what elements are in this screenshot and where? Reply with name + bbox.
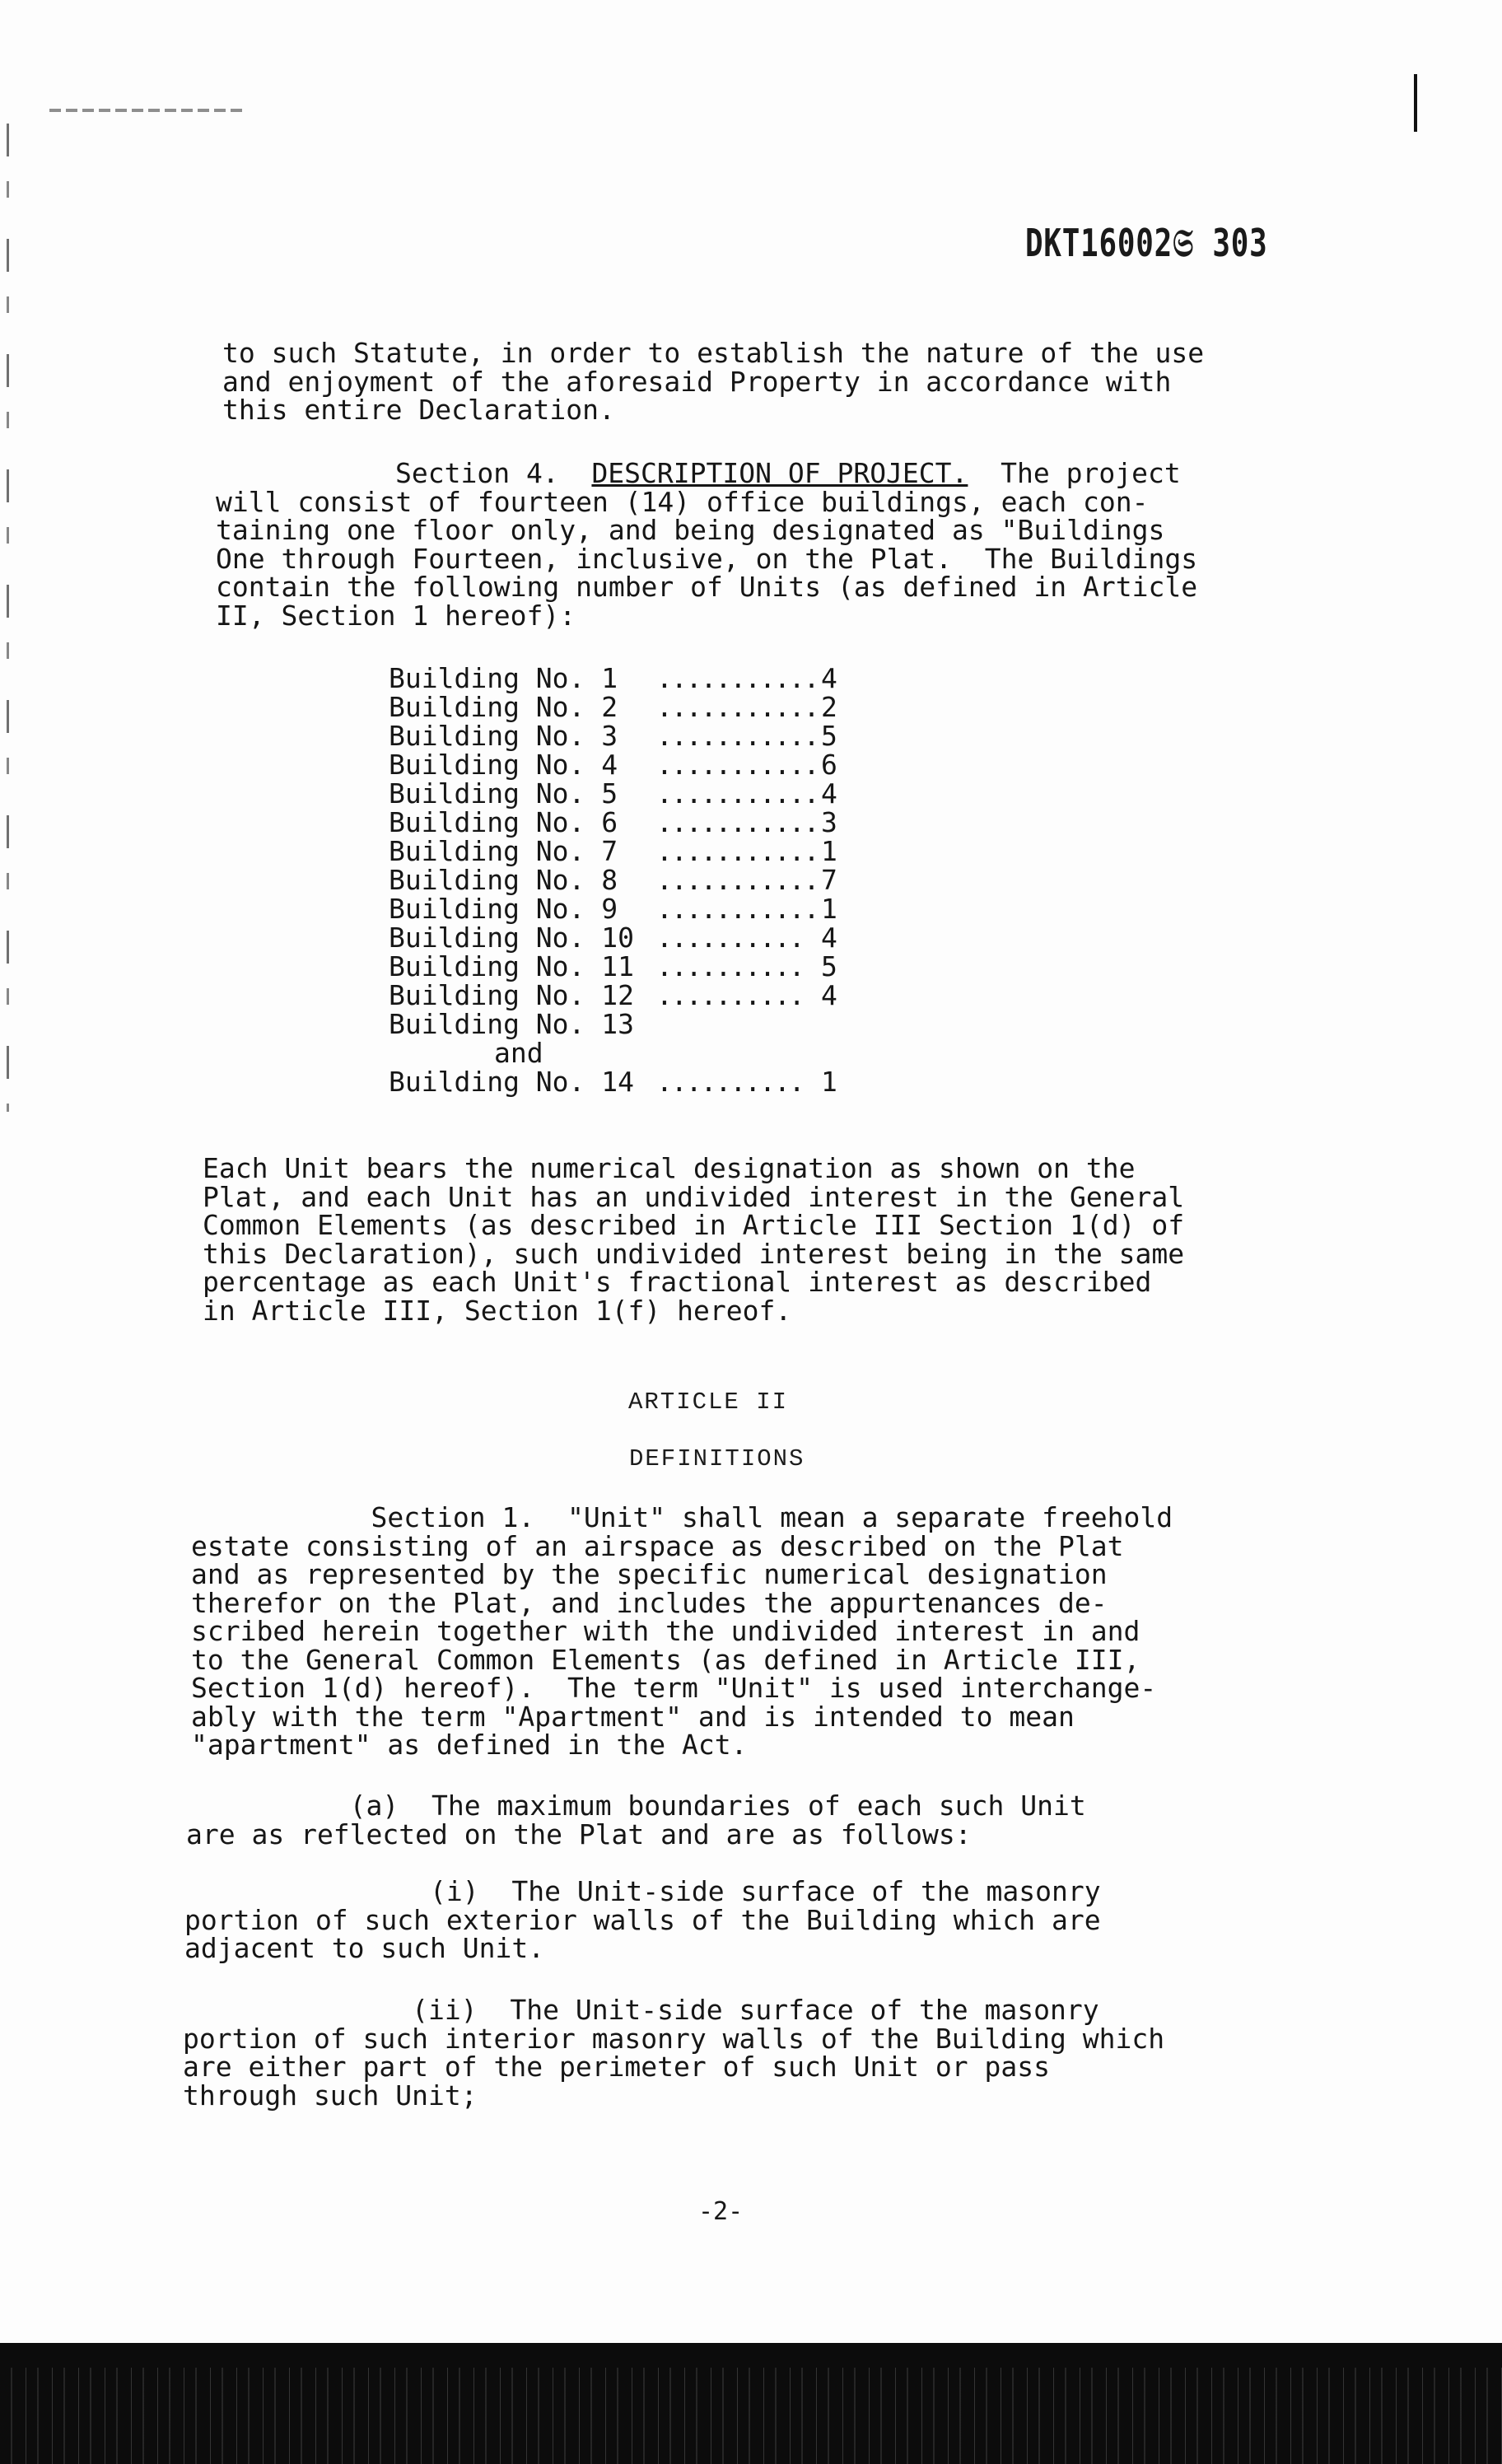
building-name: Building No. 3 (389, 720, 618, 752)
unit-count: 2 (821, 691, 837, 723)
section-4-label: Section 4. (395, 457, 559, 489)
building-row (389, 1067, 854, 1096)
leader-dots: ........... (656, 691, 819, 723)
unit-count (821, 1010, 854, 1038)
building-name: Building No. 14 (389, 1066, 635, 1098)
article-title: DEFINITIONS (629, 1445, 805, 1472)
unit-count: 3 (821, 806, 837, 838)
unit-designation-paragraph: Each Unit bears the numerical designation as shown on the Plat, and each Unit has an undivided interest in the General Common Elements (as described in Article III Section 1(d) of this Declaration), such undivided interest being in the same percentage as each Unit's fractional interest as described in Article III, Section 1(f) hereof. (203, 1152, 1185, 1327)
section-1-paragraph: Section 1. "Unit" shall mean a separate freehold estate consisting of an airspace as described on the Plat and as represented by the specific numerical designation therefor on the Plat, and includes the appurtenances de- scribed herein together with the undivided interest in and to the General Common Elements (as defined in Article III, Section 1(d) hereof). The term "Unit" is used interchange- ably with the term "Apartment" and is intended to mean "apartment" as defined in the Act. (191, 1501, 1173, 1761)
leader-dots: ........... (656, 777, 819, 810)
unit-count: 5 (821, 720, 837, 752)
building-name: Building No. 4 (389, 749, 618, 781)
building-name: Building No. 12 (389, 979, 635, 1011)
building-row (389, 693, 854, 721)
article-heading: ARTICLE II (628, 1388, 789, 1416)
scan-speckle (0, 2368, 1502, 2464)
scan-artifact-left-edge (7, 124, 9, 1112)
unit-count: 6 (821, 749, 837, 781)
leader-dots: ........... (656, 720, 819, 752)
building-name: Building No. 1 (389, 662, 618, 694)
section-4-title: DESCRIPTION OF PROJECT. (591, 457, 968, 489)
building-row (389, 721, 854, 750)
building-row (389, 808, 854, 837)
building-name: Building No. 9 (389, 893, 618, 925)
building-row (389, 952, 854, 981)
scan-artifact-bottom-band (0, 2343, 1502, 2464)
scan-artifact-right-mark (1414, 74, 1417, 132)
section-4-body: will consist of fourteen (14) office buildings, each con- taining one floor only, and being designated as "Buildings One through Fourteen, inclusive, on the Plat. The Buildings contain the following number of Units (as defined in Article II, Section 1 hereof): (216, 485, 1198, 632)
unit-count: 1 (821, 835, 837, 867)
scan-artifact-top (49, 109, 247, 112)
unit-count: 1 (821, 1066, 837, 1098)
unit-count: 4 (821, 922, 837, 954)
building-row (389, 981, 854, 1010)
section-4-paragraph (216, 457, 1198, 632)
building-row (389, 750, 854, 779)
paragraph-a: (a) The maximum boundaries of each such Unit are as reflected on the Plat and are as follows: (186, 1790, 1086, 1850)
unit-count: 4 (821, 777, 837, 810)
building-row (389, 779, 854, 808)
leader-dots (656, 1010, 821, 1038)
unit-count: 5 (821, 950, 837, 982)
leader-dots: .......... (656, 979, 804, 1011)
leader-dots: .......... (656, 1066, 804, 1098)
paragraph-i: (i) The Unit-side surface of the masonry portion of such exterior walls of the Building which are adjacent to such Unit. (184, 1875, 1101, 1964)
building-name: Building No. 8 (389, 864, 618, 896)
building-row (389, 664, 854, 693)
unit-count: 4 (821, 979, 837, 1011)
unit-count: 4 (821, 662, 837, 694)
building-name: Building No. 6 (389, 806, 618, 838)
paragraph-ii: (ii) The Unit-side surface of the masonry portion of such interior masonry walls of the Building which are either part of the perimeter of such Unit or pass through such Unit; (183, 1994, 1165, 2112)
building-name: Building No. 10 (389, 922, 635, 954)
page-number: -2- (698, 2197, 744, 2226)
leader-dots: ........... (656, 749, 819, 781)
leader-dots: .......... (656, 922, 804, 954)
building-row (389, 1010, 854, 1038)
building-name: Building No. 13 (389, 1008, 635, 1040)
building-name: Building No. 7 (389, 835, 618, 867)
intro-paragraph: to such Statute, in order to establish the nature of the use and enjoyment of the aforesaid Property in accordance with this entire Declaration. (222, 337, 1205, 426)
leader-dots: ........... (656, 806, 819, 838)
unit-count: 7 (821, 864, 837, 896)
building-row (389, 923, 854, 952)
leader-dots: ........... (656, 893, 819, 925)
building-list-and: and (494, 1037, 543, 1069)
unit-count: 1 (821, 893, 837, 925)
building-unit-list (389, 664, 854, 1096)
building-row (389, 866, 854, 894)
leader-dots: ........... (656, 835, 819, 867)
building-name: Building No. 2 (389, 691, 618, 723)
building-row (389, 837, 854, 866)
leader-dots: ........... (656, 864, 819, 896)
leader-dots: ........... (656, 662, 819, 694)
docket-stamp: DKT16002𝔖 303 (1025, 221, 1268, 265)
building-name: Building No. 5 (389, 777, 618, 810)
building-name: Building No. 11 (389, 950, 635, 982)
building-row (389, 894, 854, 923)
section-4-first-line-tail: The project (968, 457, 1181, 489)
leader-dots: .......... (656, 950, 804, 982)
